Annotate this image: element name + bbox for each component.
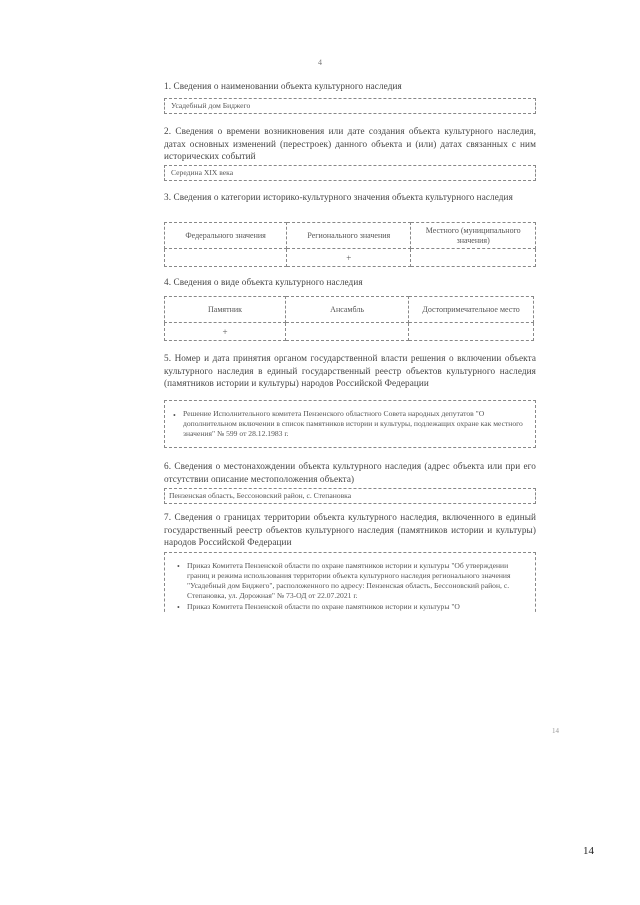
section4-col-landmark: Достопримечательное место	[409, 297, 534, 323]
section3-col-federal: Федерального значения	[165, 223, 287, 249]
section5-heading: 5. Номер и дата принятия органом государственной власти решения о включении объекта культурного наследия в единый государственный реестр объектов культурного наследия (памятников истории и культуры) народов Российской Федерации	[164, 353, 536, 388]
section4-col-monument: Памятник	[165, 297, 286, 323]
section2-value: Середина XIX века	[171, 168, 234, 177]
inner-page-number: 14	[552, 727, 559, 735]
section4-mark-landmark	[409, 323, 534, 341]
section3-category-table	[164, 222, 536, 267]
scan-crop-edge	[164, 612, 536, 622]
section3-heading: 3. Сведения о категории историко-культурного значения объекта культурного наследия	[164, 192, 513, 202]
section6-heading: 6. Сведения о местонахождении объекта культурного наследия (адрес объекта или при его отсутствии описание местоположения объекта)	[164, 461, 536, 484]
section4-mark-ensemble	[286, 323, 409, 341]
section1-value: Усадебный дом Биджего	[171, 101, 251, 110]
section6-value-box	[164, 488, 536, 504]
section4-type-table	[164, 296, 534, 341]
section7-item-2: Приказ Комитета Пензенской области по охране памятников истории и культуры "О	[187, 602, 460, 611]
page-number: 14	[583, 845, 594, 857]
section1-heading: 1. Сведения о наименовании объекта культурного наследия	[164, 81, 402, 91]
bullet-icon: •	[173, 411, 176, 420]
section5-item: Решение Исполнительного комитета Пензенского областного Совета народных депутатов "О дополнительном включении в список памятников истории и культуры, подлежащих охране как местного значения" № 599 от 28.12.1983 г.	[183, 409, 523, 438]
section7-value-box	[164, 552, 536, 617]
section4-heading: 4. Сведения о виде объекта культурного наследия	[164, 277, 363, 287]
section6-value: Пензенская область, Бессоновский район, с. Степановка	[169, 491, 352, 500]
section7-item-1: Приказ Комитета Пензенской области по охране памятников истории и культуры "Об утверждении границ и режима использования территории объекта культурного наследия регионального значения "Усадебный дом Биджего", расположенного по адресу: Пензенская область, Бессоновский район, с. Степановка, ул. Дорожная" № 73-ОД от 22.07.2021 г.	[187, 561, 511, 600]
section3-col-regional: Регионального значения	[287, 223, 411, 249]
bullet-icon: •	[177, 603, 180, 612]
section3-mark-regional: +	[287, 249, 411, 267]
bullet-icon: •	[177, 562, 180, 571]
section5-value-box	[164, 400, 536, 448]
section2-value-box	[164, 165, 536, 181]
section1-value-box	[164, 98, 536, 114]
section3-mark-local	[411, 249, 536, 267]
section3-mark-federal	[165, 249, 287, 267]
section3-col-local: Местного (муниципального значения)	[411, 223, 536, 249]
section4-col-ensemble: Ансамбль	[286, 297, 409, 323]
section7-heading: 7. Сведения о границах территории объекта культурного наследия, включенного в единый государственный реестр объектов культурного наследия (памятников истории и культуры) народов Российской Федерации	[164, 512, 536, 547]
section4-mark-monument: +	[165, 323, 286, 341]
scan-top-mark: 4	[318, 58, 323, 67]
section2-heading: 2. Сведения о времени возникновения или дате создания объекта культурного наследия, датах основных изменений (перестроек) данного объекта и (или) датах связанных с ним исторических событий	[164, 126, 536, 161]
